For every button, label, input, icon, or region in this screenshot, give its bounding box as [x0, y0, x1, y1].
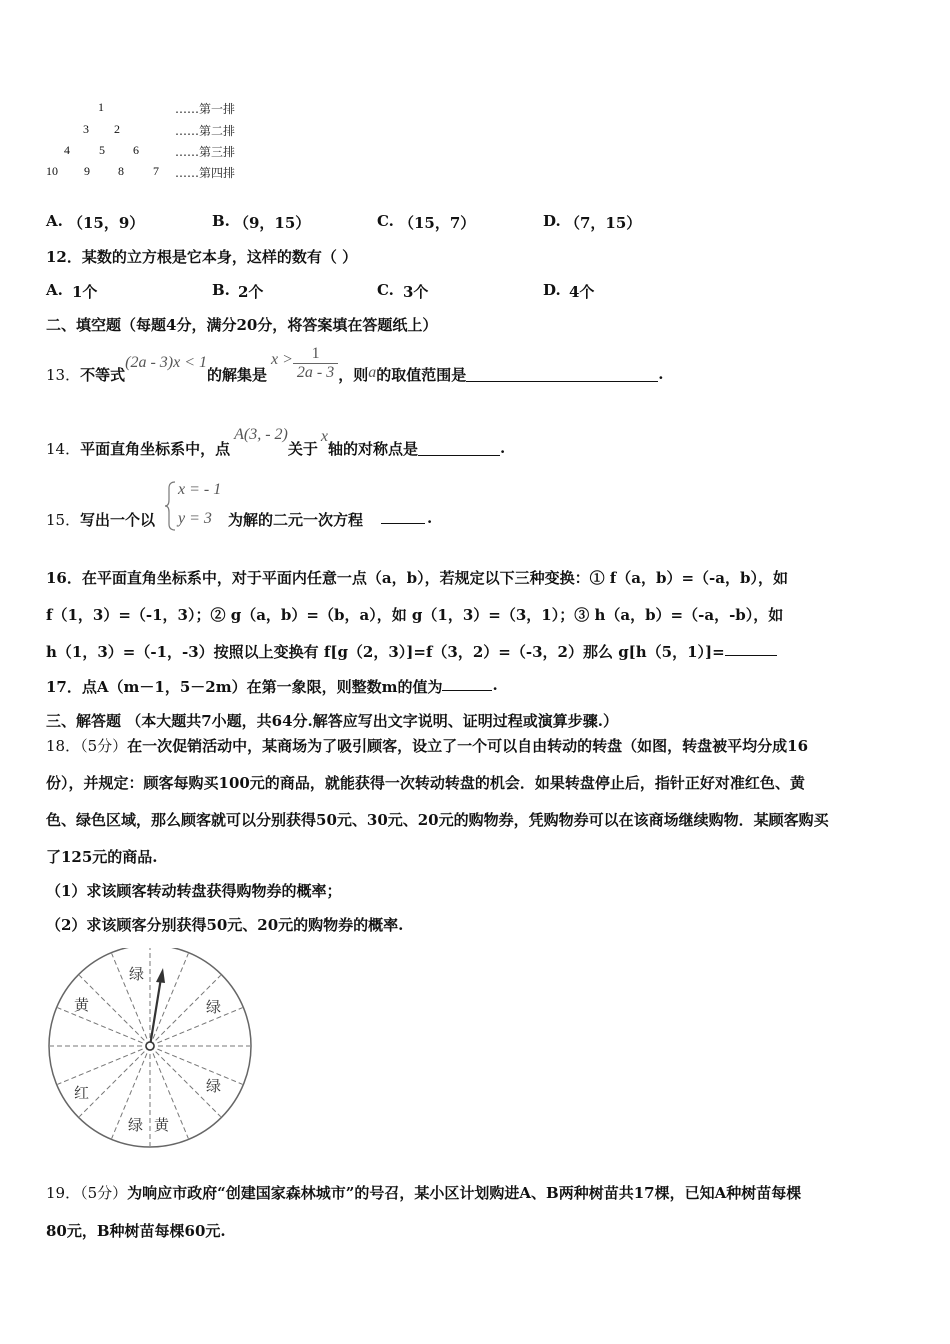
q18-text: 色、绿色区域，那么顾客就可以分别获得50元、30元、20元的购物券，凭购物券可以在该商场继续购物．某顾客购买 — [46, 811, 829, 829]
option-a-text: 1个 — [72, 283, 98, 301]
section-heading: 三、解答题 （本大题共7小题，共64分.解答应写出文字说明、证明过程或演算步骤.） — [46, 712, 618, 730]
q15-equation-2: y = 3 — [178, 510, 212, 527]
brace-icon — [164, 480, 178, 532]
q18-text: 在一次促销活动中，某商场为了吸引顾客，设立了一个可以自由转动的转盘（如图，转盘被平均分成16 — [127, 737, 809, 755]
q13-end: . — [658, 365, 664, 383]
tri-num: 7 — [153, 164, 159, 178]
option-b-text: （9，15） — [234, 214, 311, 232]
tri-num: 10 — [46, 164, 58, 178]
sector-label: 黄 — [154, 1116, 170, 1134]
answer-blank[interactable] — [725, 641, 777, 656]
option-b-label: B. — [212, 281, 230, 299]
option-c-label: C. — [377, 281, 394, 299]
pointer-arrowhead-icon — [156, 968, 165, 983]
q16-line: 16．在平面直角坐标系中，对于平面内任意一点（a，b），若规定以下三种变换：① f（a，b）=（-a，b），如 — [46, 569, 788, 587]
option-c-text: （15，7） — [399, 214, 476, 232]
sector-label: 绿 — [129, 965, 145, 983]
q16-line: f（1，3）=（-1，3）；② g（a，b）=（b，a），如 g（1，3）=（3，1）；③ h（a，b）=（-a，-b），如 — [46, 606, 784, 624]
q16-last-line — [46, 641, 777, 662]
q18-subquestion-2: （2）求该顾客分别获得50元、20元的购物券的概率. — [46, 916, 404, 934]
option-b-text: 2个 — [238, 283, 264, 301]
q15-text: 为解的二元一次方程 — [228, 511, 364, 529]
q18-number: 18．（5分） — [46, 737, 128, 755]
tri-row-label: ……第四排 — [175, 166, 236, 180]
question-14 — [46, 420, 505, 460]
q18-subquestion-1: （1）求该顾客转动转盘获得购物券的概率； — [46, 882, 342, 900]
q13-text: 的取值范围是 — [376, 365, 467, 384]
sector-divider — [79, 1046, 150, 1117]
sector-label: 红 — [74, 1084, 90, 1102]
q15-text: 写出一个以 — [80, 511, 156, 529]
tri-num: 5 — [99, 143, 105, 157]
fraction-numerator: 1 — [311, 344, 320, 362]
q15-number: 15． — [46, 511, 81, 529]
sector-divider — [79, 975, 150, 1046]
question-13 — [46, 340, 664, 386]
q13-variable-a: a — [368, 364, 377, 381]
q14-end: . — [500, 439, 506, 457]
tri-row-label: ……第一排 — [175, 102, 236, 116]
answer-blank[interactable] — [442, 676, 492, 691]
answer-blank[interactable] — [381, 509, 425, 524]
option-c-text: 3个 — [403, 283, 429, 301]
q13-text: 不等式 — [80, 365, 126, 384]
q13-text: ，则 — [338, 365, 369, 384]
sector-label: 绿 — [206, 1077, 222, 1095]
q19-number: 19．（5分） — [46, 1184, 128, 1202]
spinner-pointer — [150, 978, 161, 1046]
spinner-pivot — [146, 1042, 154, 1050]
q14-number: 14． — [46, 439, 81, 458]
sector-label: 绿 — [206, 998, 222, 1016]
answer-blank[interactable] — [418, 441, 500, 456]
q18-line-1 — [46, 735, 808, 756]
section-heading: 二、填空题（每题4分，满分20分，将答案填在答题纸上） — [46, 316, 438, 334]
tri-num: 2 — [114, 122, 120, 136]
option-a-label: A. — [46, 281, 63, 299]
q18-text: 份），并规定：顾客每购买100元的商品，就能获得一次转动转盘的机会．如果转盘停止后，指针正好对准红色、黄 — [46, 774, 805, 792]
tri-num: 9 — [84, 164, 90, 178]
q15-end: . — [427, 509, 433, 527]
q18-text: 了125元的商品. — [46, 848, 158, 866]
option-a-text: （15，9） — [68, 214, 145, 232]
sector-label: 黄 — [74, 996, 90, 1014]
tri-row-label: ……第二排 — [175, 124, 236, 138]
q13-inequality: (2a - 3)x < 1 — [125, 354, 207, 371]
q14-text: 关于 — [287, 439, 318, 458]
q15-equation-1: x = - 1 — [178, 481, 222, 498]
q14-text: 平面直角坐标系中，点 — [80, 439, 231, 458]
option-b-label: B. — [212, 212, 230, 230]
option-d-text: 4个 — [569, 283, 595, 301]
q13-text: 的解集是 — [207, 365, 268, 384]
tri-num: 3 — [83, 122, 89, 136]
option-d-label: D. — [543, 212, 561, 230]
q17-end: . — [492, 676, 498, 694]
tri-num: 8 — [118, 164, 124, 178]
q14-point: A(3, - 2) — [234, 426, 288, 443]
tri-row-label: ……第三排 — [175, 145, 236, 159]
question-17 — [46, 676, 498, 697]
fraction-denominator: 2a - 3 — [293, 363, 338, 382]
q19-line-1 — [46, 1182, 801, 1203]
option-d-label: D. — [543, 281, 561, 299]
q16-line: h（1，3）=（-1，-3）按照以上变换有 f[g（2，3）]=f（3，2）=（-3，2）那么 g[h（5，1）]= — [46, 643, 725, 661]
q19-text: 80元，B种树苗每棵60元. — [46, 1222, 226, 1240]
q14-text: 轴的对称点是 — [328, 439, 419, 458]
sector-label: 绿 — [128, 1116, 144, 1134]
answer-blank[interactable] — [466, 367, 658, 382]
q13-number: 13． — [46, 365, 81, 384]
q17-text: 17．点A（m－1，5－2m）在第一象限，则整数m的值为 — [46, 678, 443, 696]
option-d-text: （7，15） — [565, 214, 642, 232]
option-c-label: C. — [377, 212, 394, 230]
q13-x-greater: x > — [271, 351, 293, 368]
q14-axis-x: x — [320, 428, 328, 445]
tri-num: 4 — [64, 143, 70, 157]
spinner-figure — [44, 948, 256, 1148]
q12-stem: 12．某数的立方根是它本身，这样的数有（ ） — [46, 248, 358, 266]
tri-num: 6 — [133, 143, 139, 157]
q13-fraction — [293, 345, 338, 382]
tri-num: 1 — [98, 100, 104, 114]
option-a-label: A. — [46, 212, 63, 230]
q19-text: 为响应市政府“创建国家森林城市”的号召，某小区计划购进A、B两种树苗共17棵，已知A种树苗每棵 — [127, 1184, 802, 1202]
